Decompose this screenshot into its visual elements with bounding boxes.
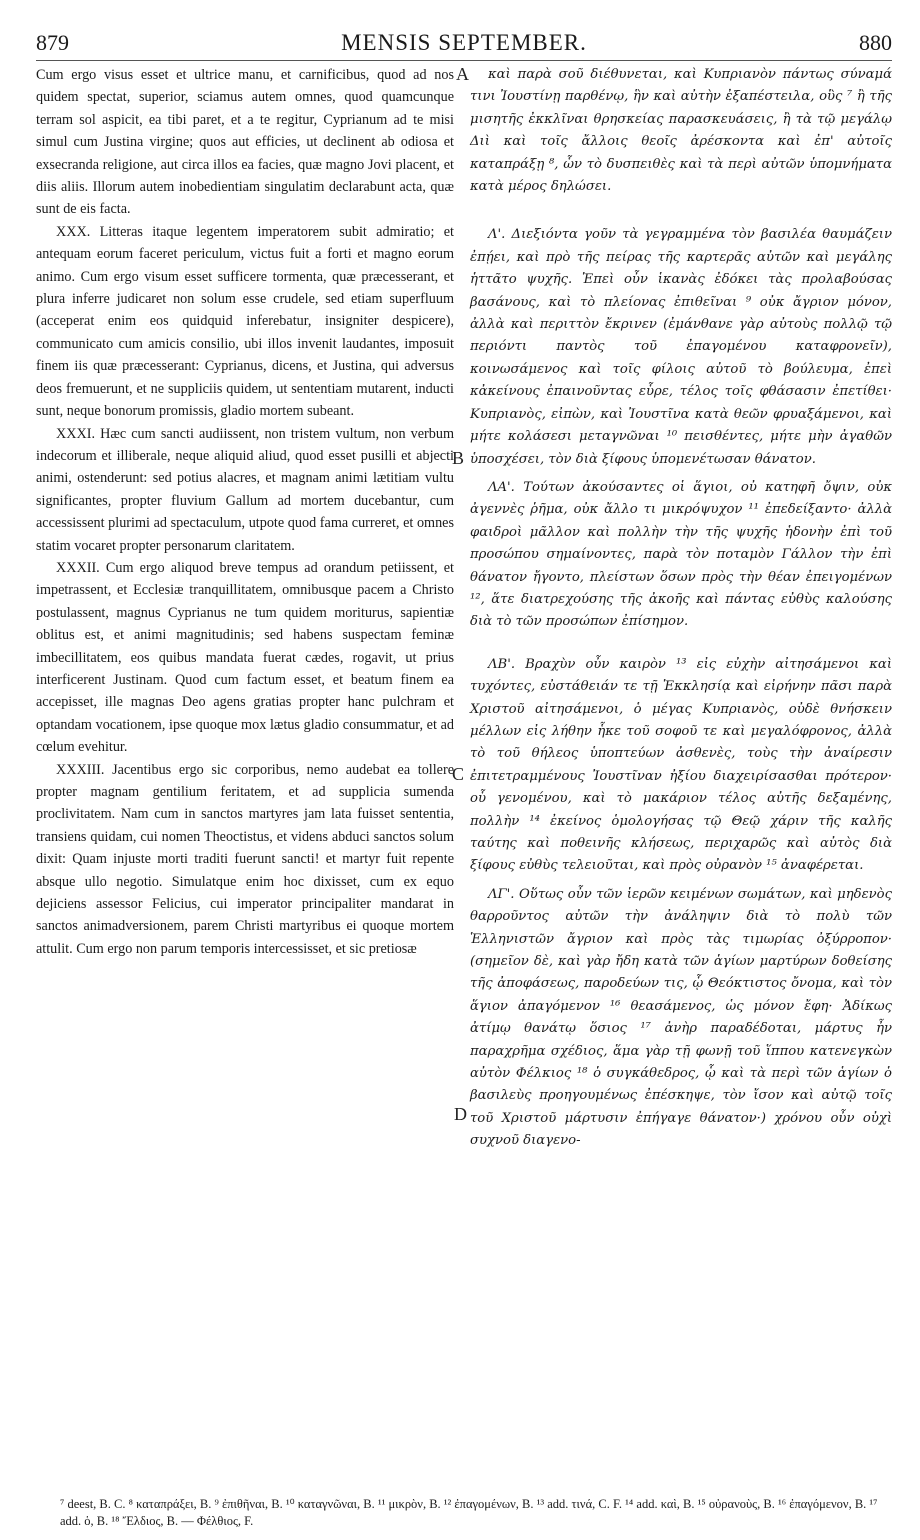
latin-paragraph: Cum ergo visus esset et ultrice manu, et carnificibus, quod ad nos quidem spectat, superior, sciamus autem omnes, quod quamcunque terram sol aspicit, ea tibi paret, et a te regitur, Cyprianum ad te misi simul cum Justina virgine; quos aut efficies, ut declinent ab odiosa et exsecranda religione, aut circa illos ea facies, quæ magno Jovi placent, et diis aliis. Illorum autem inobedientiam singulatim declarabunt acta, quæ sunt de eis facta. xyxy=(36,67,454,218)
latin-paragraph: XXXII. Cum ergo aliquod breve tempus ad orandum petiissent, et impetrassent, et Ecclesiæ tranquillitatem, omnibusque pacem a Christo postulassent, magnus Cyprianus ne tum quidem moriturus, sapientiæ oblitus est, et animi magnitudinis; sed habens suspectam feminæ imbecillitatem, eos quibus mandata fuerat cædes, rogavit, ut prius interficerent Justinam. Quod cum factum esset, et beatum finem ea accepisset, ille magnas Deo agens gratias propter hanc pulchram et optandam vocationem, ipse quoque mox lætus gladio consummatur, et ad cœlum evehitur. xyxy=(36,559,454,756)
latin-column xyxy=(36,64,454,960)
margin-marker-a: A xyxy=(456,64,469,84)
footnote-rule xyxy=(36,1494,892,1495)
latin-paragraph: XXXI. Hæc cum sancti audiissent, non tristem vultum, non verbum indecorum et illiberale, neque aliquid aliud, quod esset pusilli et abjecti animi, ostenderunt: sed potius alacres, et magnam animi lætitiam vultu significantes, propter fluvium Gallum ad mortem ducebantur, cum accessissent plurimi ad spectaculum, utpote quod fama curreret, et omnes statim vocaret propter personarum claritatem. xyxy=(36,425,454,554)
latin-paragraph: XXXIII. Jacentibus ergo sic corporibus, nemo audebat ea tollere propter magnam gentilium feritatem, et ad supplicia sumenda proclivitatem. Nam cum in sanctos martyres jam lata fuisset sententia, transiens quidam, cui nomen Theoctistus, et videns abduci sanctos solum dixit: Quam injuste morti traditi fuerunt sancti! et martyr fuit repente absque ullo negotio. Simulatque enim hoc dixisset, cum ex equo dejiciens assessor Felicius, cui imperator principaliter mandarat in sanctos animadversionem, parem Christi martyribus ei quoque mortem attulit. Cum ergo non parum temporis intercessisset, et sic pretiosæ xyxy=(36,761,454,957)
running-header xyxy=(36,30,892,58)
running-title: MENSIS SEPTEMBER. xyxy=(341,30,587,55)
right-column-number: 880 xyxy=(859,30,892,55)
greek-column xyxy=(470,64,892,1153)
greek-paragraph: ΛΑ'. Τούτων ἀκούσαντες οἱ ἅγιοι, οὐ κατηφῆ ὄψιν, οὐκ ἀγεννὲς ῥῆμα, οὐκ ἄλλο τι μικρόψυχον ¹¹ ἐπεδείξαντο· ἀλλὰ φαιδροὶ μᾶλλον καὶ πολλὴν τὴν τῆς ψυχῆς ἡδονὴν ἐπὶ τοῦ προσώπου σημαίνοντες, παρὰ τὸν ποταμὸν Γάλλον τὴν ἐπὶ θάνατον ἤγοντο, πλείστων ὅσων πρὸς τὴν θέαν ἐπειγομένων ¹², ἅτε διατρεχούσης τῆς ἀκοῆς καὶ πάντας εὐθὺς καλούσης διὰ τὸ τῶν προσώπων ἐπίσημον. xyxy=(470,479,892,630)
greek-paragraph: ΛΓ'. Οὕτως οὖν τῶν ἱερῶν κειμένων σωμάτων, καὶ μηδενὸς θαρροῦντος αὐτῶν τὴν ἀνάληψιν διὰ τὸ πολὺ τῶν Ἑλληνιστῶν ἄγριον καὶ πρὸς τὰς τιμωρίας ὀξύρροπον· (σημεῖον δὲ, καὶ γὰρ ἤδη κατὰ τῶν ἁγίων μαρτύρων δοθείσης τῆς ἀποφάσεως, παροδεύων τις, ᾧ Θεόκτιστος ὄνομα, καὶ τὸν ἅγιον ἀπαγόμενον ¹⁶ θεασάμενος, ὡς μόνον ἔφη· Ἀδίκως ἀτίμῳ θανάτῳ ὅσιος ¹⁷ ἀνὴρ παραδέδοται, μάρτυς ἦν παραχρῆμα σχέδιος, ἅμα γὰρ τῇ φωνῇ τοῦ ἵππου κατενεγκὼν αὐτὸν Φέλκιος ¹⁸ ὁ συγκάθεδρος, ᾧ καὶ τὰ περὶ τῶν ἁγίων ὁ βασιλεὺς προηγουμένως ἐπέσκηψε, τὸν ἴσον καὶ αὐτῷ τοῖς τοῦ Χριστοῦ μάρτυσιν ἐπήγαγε θάνατον·) χρόνου οὖν οὐχὶ συχνοῦ διαγενο- xyxy=(470,886,892,1149)
margin-marker-d: D xyxy=(454,1104,467,1124)
latin-paragraph: XXX. Litteras itaque legentem imperatorem subit admiratio; et antequam eorum faceret periculum, victus fuit a forti et magno eorum animo. Cum ergo visum esset sufficere tormenta, quæ præcesserant, et plura inferre judicaret non solum esse crudele, sed etiam superfluum (acceperat enim eos quidquid inferebatur, insigniter despicere), communicato cum amicis consilio, ubi illos invenit laudantes, imposuit finem iis quæ præcesserant: Cyprianus, dicens, et Justina, qui adversus deos fremuerunt, et ne suppliciis quidem, ut sententiam mutarent, inducti sunt, neque bonorum promissis, gladio mortem subeant. xyxy=(36,223,454,420)
margin-marker-c: C xyxy=(452,764,465,784)
greek-paragraph: ΛΒ'. Βραχὺν οὖν καιρὸν ¹³ εἰς εὐχὴν αἰτησάμενοι καὶ τυχόντες, εὐστάθειάν τε τῇ Ἐκκλησίᾳ καὶ εἰρήνην πᾶσι παρὰ Χριστοῦ αἰτησάμενοι, ὁ μέγας Κυπριανὸς, οὐδὲ θνήσκειν μέλλων εἰς λήθην ἧκε τοῦ σοφοῦ τε καὶ μεγαλόφρονος, ἀλλὰ τὸ τοῦ θήλεος ὑποπτεύων ἀσθενὲς, τοὺς τὴν ἀναίρεσιν ἐπιτετραμμένους Ἰουστῖναν ἠξίου διαχειρίσασθαι πρότερον· οὗ γενομένου, καὶ τὸ μακάριον τέλος αὐτῆς δεξαμένης, πολλὴν ¹⁴ ἐκείνος ὁμολογήσας τῷ Θεῷ χάριν τῆς καλῆς ταύτης καὶ ποθεινῆς κλήσεως, περιχαρῶς καὶ αὐτὸς διὰ ξίφους εὐθὺς τελειοῦται, καὶ πρὸς οὐρανὸν ¹⁵ ἀναφέρεται. xyxy=(470,656,892,874)
margin-marker-b: B xyxy=(452,448,465,468)
header-rule xyxy=(36,60,892,61)
left-column-number: 879 xyxy=(36,30,69,55)
greek-paragraph: καὶ παρὰ σοῦ διέθυνεται, καὶ Κυπριανὸν πάντως σύναμά τινι Ἰουστίνῃ παρθένῳ, ἣν καὶ αὐτὴν ἐξαπέστειλα, οὓς ⁷ ἢ τῆς μισητῆς ἐκκλῖναι θρησκείας παρασκευάσεις, ἢ τὰ τῷ μεγάλῳ Διὶ καὶ τοῖς ἄλλοις θεοῖς ἀρέσκοντα καὶ ἐπ' αὐτοῖς καταπράξῃ ⁸, ὧν τὸ δυσπειθὲς καὶ τὰ περὶ αὐτῶν ὑπομνήματα κατὰ μέρος δηλώσει. xyxy=(470,67,892,195)
greek-paragraph: Λ'. Διεξιόντα γοῦν τὰ γεγραμμένα τὸν βασιλέα θαυμάζειν ἐπῄει, καὶ πρὸ τῆς πείρας τῆς καρτερᾶς αὐτῶν καὶ μεγάλης ἡττᾶτο ψυχῆς. Ἐπεὶ οὖν ἱκανὰς ἐδόκει τὰς προλαβούσας βασάνους, καὶ τὸ πλείονας ἐπιθεῖναι ⁹ οὐκ ἄγριον μόνον, ἀλλὰ καὶ περιττὸν ἔκρινεν (ἐμάνθανε γὰρ αὐτοὺς πολλῷ τῷ περιόντι παντὸς τοῦ ἐπαγομένου καταφρονεῖν), κοινωσάμενος καὶ τοῖς φίλοις αὐτοῦ τὸ βούλευμα, ἐπεὶ κἀκείνους ἐπαινοῦντας εὗρε, τέλος τοῖς φθάσασιν ἐπετίθει· Κυπριανὸς, εἰπὼν, καὶ Ἰουστῖνα κατὰ θεῶν φρυαξάμενοι, καὶ μήτε κολάσεσι μεταγνῶναι ¹⁰ πεισθέντες, μήτε μὴν ἀγαθῶν ὑποσχέσει, τὸν διὰ ξίφους ὑπομενέτωσαν θάνατον. xyxy=(470,227,892,467)
footnotes: ⁷ deest, B. C. ⁸ καταπράξει, B. ⁹ ἐπιθῆναι, B. ¹⁰ καταγνῶναι, B. ¹¹ μικρὸν, B. ¹² ἐπαγομένων, B. ¹³ add. τινά, C. F. ¹⁴ add. καὶ, B. ¹⁵ οὐρανοὺς, B. ¹⁶ ἐπαγόμενον, B. ¹⁷ add. ὁ, B. ¹⁸ Ἔλδιος, B. — Φέλθιος, F. xyxy=(60,1497,878,1528)
